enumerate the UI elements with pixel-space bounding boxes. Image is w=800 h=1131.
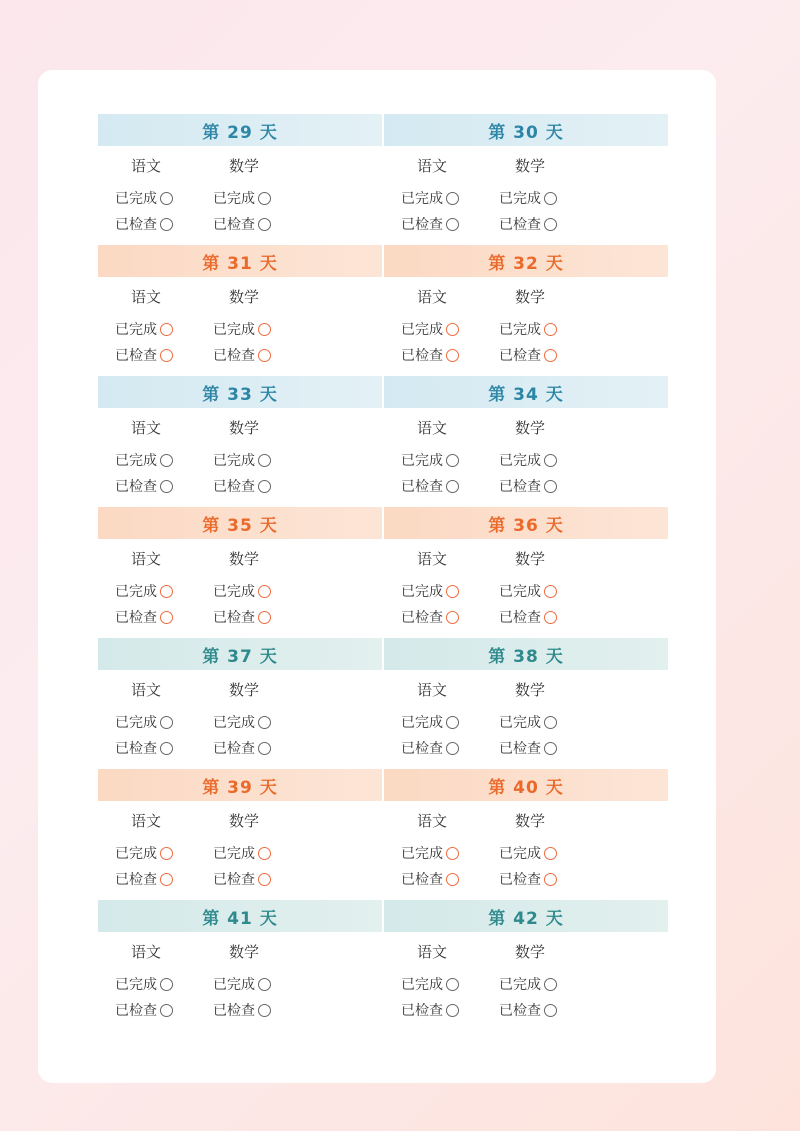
chinese-done-item bbox=[115, 188, 173, 208]
done-row bbox=[384, 450, 668, 470]
day-card bbox=[384, 376, 668, 507]
chinese-done-checkbox[interactable] bbox=[446, 716, 459, 729]
subject-row bbox=[98, 941, 382, 961]
math-done-checkbox[interactable] bbox=[258, 585, 271, 598]
math-checked-item bbox=[499, 476, 557, 496]
done-label: 已完成 bbox=[499, 977, 541, 993]
subject-row bbox=[384, 941, 668, 961]
math-checked-item bbox=[213, 607, 271, 627]
done-row bbox=[384, 581, 668, 601]
day-title: 第 31 天 bbox=[98, 245, 382, 277]
done-row bbox=[98, 712, 382, 732]
checked-label: 已检查 bbox=[213, 610, 255, 626]
subject-math-label: 数学 bbox=[515, 681, 546, 699]
done-label: 已完成 bbox=[213, 715, 255, 731]
checked-row bbox=[384, 607, 668, 627]
day-title: 第 42 天 bbox=[384, 900, 668, 932]
checked-label: 已检查 bbox=[115, 1003, 157, 1019]
done-label: 已完成 bbox=[499, 715, 541, 731]
checked-label: 已检查 bbox=[499, 741, 541, 757]
day-card bbox=[98, 769, 382, 900]
day-card bbox=[98, 507, 382, 638]
chinese-done-checkbox[interactable] bbox=[446, 323, 459, 336]
checked-label: 已检查 bbox=[401, 1003, 443, 1019]
done-row bbox=[384, 188, 668, 208]
done-label: 已完成 bbox=[401, 453, 443, 469]
math-checked-checkbox[interactable] bbox=[258, 611, 271, 624]
math-done-item bbox=[213, 319, 271, 339]
chinese-checked-checkbox[interactable] bbox=[446, 218, 459, 231]
math-done-checkbox[interactable] bbox=[258, 978, 271, 991]
chinese-checked-checkbox[interactable] bbox=[160, 611, 173, 624]
checked-label: 已检查 bbox=[115, 610, 157, 626]
subject-row bbox=[98, 810, 382, 830]
done-label: 已完成 bbox=[213, 191, 255, 207]
math-checked-checkbox[interactable] bbox=[258, 873, 271, 886]
checked-row bbox=[384, 345, 668, 365]
done-label: 已完成 bbox=[115, 453, 157, 469]
math-checked-checkbox[interactable] bbox=[544, 1004, 557, 1017]
math-checked-item bbox=[213, 214, 271, 234]
checked-label: 已检查 bbox=[115, 348, 157, 364]
done-label: 已完成 bbox=[401, 977, 443, 993]
math-checked-checkbox[interactable] bbox=[258, 480, 271, 493]
math-done-checkbox[interactable] bbox=[258, 454, 271, 467]
checked-label: 已检查 bbox=[115, 479, 157, 495]
done-label: 已完成 bbox=[115, 322, 157, 338]
chinese-done-item bbox=[401, 450, 459, 470]
subject-chinese-label: 语文 bbox=[131, 288, 162, 306]
subject-row bbox=[98, 548, 382, 568]
chinese-done-checkbox[interactable] bbox=[160, 192, 173, 205]
math-checked-checkbox[interactable] bbox=[544, 611, 557, 624]
subject-math-label: 数学 bbox=[515, 812, 546, 830]
subject-chinese-label: 语文 bbox=[131, 681, 162, 699]
checked-label: 已检查 bbox=[499, 610, 541, 626]
done-label: 已完成 bbox=[213, 453, 255, 469]
done-label: 已完成 bbox=[115, 846, 157, 862]
done-row bbox=[98, 974, 382, 994]
chinese-done-item bbox=[115, 712, 173, 732]
subject-row bbox=[384, 286, 668, 306]
subject-row bbox=[98, 286, 382, 306]
math-done-item bbox=[499, 450, 557, 470]
chinese-done-item bbox=[401, 974, 459, 994]
subject-row bbox=[98, 155, 382, 175]
day-card bbox=[98, 376, 382, 507]
chinese-checked-checkbox[interactable] bbox=[160, 1004, 173, 1017]
subject-math-label: 数学 bbox=[229, 550, 260, 568]
day-title: 第 34 天 bbox=[384, 376, 668, 408]
chinese-done-checkbox[interactable] bbox=[446, 847, 459, 860]
subject-row bbox=[384, 810, 668, 830]
subject-chinese-label: 语文 bbox=[417, 419, 448, 437]
done-label: 已完成 bbox=[499, 846, 541, 862]
math-checked-item bbox=[499, 607, 557, 627]
day-card bbox=[384, 900, 668, 1031]
done-label: 已完成 bbox=[401, 846, 443, 862]
subject-chinese-label: 语文 bbox=[417, 943, 448, 961]
math-done-item bbox=[213, 581, 271, 601]
done-label: 已完成 bbox=[499, 191, 541, 207]
math-done-checkbox[interactable] bbox=[258, 192, 271, 205]
chinese-done-item bbox=[115, 450, 173, 470]
day-grid bbox=[98, 114, 668, 1031]
done-label: 已完成 bbox=[213, 584, 255, 600]
day-title: 第 32 天 bbox=[384, 245, 668, 277]
done-label: 已完成 bbox=[401, 584, 443, 600]
chinese-done-checkbox[interactable] bbox=[160, 978, 173, 991]
done-label: 已完成 bbox=[115, 584, 157, 600]
subject-row bbox=[98, 417, 382, 437]
chinese-done-checkbox[interactable] bbox=[446, 585, 459, 598]
done-row bbox=[384, 319, 668, 339]
subject-math-label: 数学 bbox=[229, 812, 260, 830]
math-done-item bbox=[213, 712, 271, 732]
math-done-item bbox=[499, 843, 557, 863]
math-done-checkbox[interactable] bbox=[544, 716, 557, 729]
day-card bbox=[98, 900, 382, 1031]
checked-label: 已检查 bbox=[213, 479, 255, 495]
math-done-item bbox=[213, 188, 271, 208]
chinese-checked-checkbox[interactable] bbox=[446, 1004, 459, 1017]
done-row bbox=[384, 843, 668, 863]
math-checked-item bbox=[213, 1000, 271, 1020]
done-label: 已完成 bbox=[213, 322, 255, 338]
chinese-done-item bbox=[401, 319, 459, 339]
checked-label: 已检查 bbox=[499, 479, 541, 495]
subject-row bbox=[98, 679, 382, 699]
math-done-item bbox=[499, 974, 557, 994]
checked-row bbox=[384, 476, 668, 496]
math-checked-checkbox[interactable] bbox=[544, 218, 557, 231]
day-title: 第 36 天 bbox=[384, 507, 668, 539]
chinese-done-checkbox[interactable] bbox=[446, 454, 459, 467]
chinese-checked-item bbox=[115, 345, 173, 365]
subject-row bbox=[384, 548, 668, 568]
chinese-done-checkbox[interactable] bbox=[446, 978, 459, 991]
checked-label: 已检查 bbox=[499, 217, 541, 233]
math-done-item bbox=[499, 319, 557, 339]
checked-row bbox=[384, 1000, 668, 1020]
day-title: 第 41 天 bbox=[98, 900, 382, 932]
chinese-checked-item bbox=[401, 869, 459, 889]
chinese-checked-checkbox[interactable] bbox=[446, 873, 459, 886]
chinese-done-item bbox=[401, 581, 459, 601]
math-checked-checkbox[interactable] bbox=[258, 218, 271, 231]
day-title: 第 38 天 bbox=[384, 638, 668, 670]
chinese-checked-item bbox=[401, 214, 459, 234]
checked-row bbox=[98, 1000, 382, 1020]
checked-row bbox=[384, 869, 668, 889]
day-card bbox=[384, 769, 668, 900]
subject-chinese-label: 语文 bbox=[131, 943, 162, 961]
checked-label: 已检查 bbox=[401, 348, 443, 364]
day-title: 第 39 天 bbox=[98, 769, 382, 801]
subject-math-label: 数学 bbox=[515, 288, 546, 306]
chinese-checked-checkbox[interactable] bbox=[160, 873, 173, 886]
done-label: 已完成 bbox=[213, 846, 255, 862]
math-done-checkbox[interactable] bbox=[544, 847, 557, 860]
chinese-checked-item bbox=[401, 476, 459, 496]
checked-label: 已检查 bbox=[213, 217, 255, 233]
done-label: 已完成 bbox=[401, 191, 443, 207]
math-checked-item bbox=[499, 1000, 557, 1020]
math-done-checkbox[interactable] bbox=[544, 585, 557, 598]
done-row bbox=[98, 843, 382, 863]
math-checked-checkbox[interactable] bbox=[258, 1004, 271, 1017]
done-label: 已完成 bbox=[499, 453, 541, 469]
subject-math-label: 数学 bbox=[229, 943, 260, 961]
done-row bbox=[98, 188, 382, 208]
done-label: 已完成 bbox=[401, 715, 443, 731]
day-card bbox=[98, 638, 382, 769]
done-row bbox=[98, 319, 382, 339]
day-title: 第 40 天 bbox=[384, 769, 668, 801]
subject-row bbox=[384, 679, 668, 699]
day-card bbox=[98, 114, 382, 245]
subject-row bbox=[384, 417, 668, 437]
chinese-checked-checkbox[interactable] bbox=[160, 349, 173, 362]
done-label: 已完成 bbox=[499, 322, 541, 338]
done-label: 已完成 bbox=[401, 322, 443, 338]
subject-math-label: 数学 bbox=[515, 943, 546, 961]
chinese-checked-checkbox[interactable] bbox=[446, 480, 459, 493]
math-checked-checkbox[interactable] bbox=[258, 349, 271, 362]
math-done-item bbox=[213, 974, 271, 994]
subject-row bbox=[384, 155, 668, 175]
chinese-checked-item bbox=[401, 1000, 459, 1020]
subject-chinese-label: 语文 bbox=[417, 288, 448, 306]
chinese-checked-item bbox=[401, 738, 459, 758]
chinese-checked-checkbox[interactable] bbox=[446, 611, 459, 624]
done-label: 已完成 bbox=[115, 715, 157, 731]
chinese-checked-checkbox[interactable] bbox=[160, 742, 173, 755]
subject-chinese-label: 语文 bbox=[417, 812, 448, 830]
day-title: 第 29 天 bbox=[98, 114, 382, 146]
chinese-done-item bbox=[115, 319, 173, 339]
math-done-item bbox=[499, 581, 557, 601]
math-done-checkbox[interactable] bbox=[258, 847, 271, 860]
chinese-done-checkbox[interactable] bbox=[160, 716, 173, 729]
checked-label: 已检查 bbox=[401, 479, 443, 495]
math-checked-checkbox[interactable] bbox=[258, 742, 271, 755]
math-checked-checkbox[interactable] bbox=[544, 480, 557, 493]
math-done-checkbox[interactable] bbox=[258, 323, 271, 336]
checked-row bbox=[98, 345, 382, 365]
day-card bbox=[98, 245, 382, 376]
chinese-checked-item bbox=[401, 345, 459, 365]
checked-label: 已检查 bbox=[115, 741, 157, 757]
checked-label: 已检查 bbox=[213, 741, 255, 757]
chinese-done-item bbox=[401, 712, 459, 732]
chinese-done-checkbox[interactable] bbox=[160, 454, 173, 467]
day-card bbox=[384, 114, 668, 245]
day-title: 第 35 天 bbox=[98, 507, 382, 539]
math-checked-item bbox=[499, 869, 557, 889]
subject-math-label: 数学 bbox=[229, 681, 260, 699]
math-done-item bbox=[213, 843, 271, 863]
subject-chinese-label: 语文 bbox=[417, 681, 448, 699]
done-label: 已完成 bbox=[499, 584, 541, 600]
checked-label: 已检查 bbox=[213, 348, 255, 364]
day-card bbox=[384, 507, 668, 638]
chinese-done-item bbox=[115, 843, 173, 863]
chinese-done-checkbox[interactable] bbox=[160, 847, 173, 860]
chinese-checked-item bbox=[115, 607, 173, 627]
subject-math-label: 数学 bbox=[229, 419, 260, 437]
checked-label: 已检查 bbox=[115, 872, 157, 888]
day-title: 第 37 天 bbox=[98, 638, 382, 670]
chinese-checked-item bbox=[115, 1000, 173, 1020]
math-checked-checkbox[interactable] bbox=[544, 873, 557, 886]
subject-chinese-label: 语文 bbox=[417, 157, 448, 175]
checked-label: 已检查 bbox=[401, 872, 443, 888]
math-checked-item bbox=[213, 345, 271, 365]
math-done-checkbox[interactable] bbox=[544, 323, 557, 336]
subject-chinese-label: 语文 bbox=[131, 812, 162, 830]
day-card bbox=[384, 245, 668, 376]
checked-label: 已检查 bbox=[401, 610, 443, 626]
chinese-done-checkbox[interactable] bbox=[160, 323, 173, 336]
chinese-done-checkbox[interactable] bbox=[446, 192, 459, 205]
math-done-item bbox=[213, 450, 271, 470]
done-row bbox=[98, 581, 382, 601]
checked-label: 已检查 bbox=[499, 348, 541, 364]
math-checked-item bbox=[499, 345, 557, 365]
checked-label: 已检查 bbox=[401, 217, 443, 233]
subject-math-label: 数学 bbox=[229, 157, 260, 175]
checked-label: 已检查 bbox=[213, 872, 255, 888]
chinese-done-checkbox[interactable] bbox=[160, 585, 173, 598]
checked-label: 已检查 bbox=[115, 217, 157, 233]
chinese-checked-item bbox=[115, 869, 173, 889]
day-title: 第 33 天 bbox=[98, 376, 382, 408]
subject-math-label: 数学 bbox=[515, 550, 546, 568]
chinese-done-item bbox=[401, 843, 459, 863]
subject-chinese-label: 语文 bbox=[417, 550, 448, 568]
done-row bbox=[98, 450, 382, 470]
done-label: 已完成 bbox=[213, 977, 255, 993]
math-done-item bbox=[499, 188, 557, 208]
day-card bbox=[384, 638, 668, 769]
checked-row bbox=[98, 476, 382, 496]
checked-row bbox=[384, 738, 668, 758]
done-label: 已完成 bbox=[115, 977, 157, 993]
checked-label: 已检查 bbox=[499, 872, 541, 888]
math-checked-checkbox[interactable] bbox=[544, 742, 557, 755]
math-done-checkbox[interactable] bbox=[544, 454, 557, 467]
subject-chinese-label: 语文 bbox=[131, 550, 162, 568]
done-label: 已完成 bbox=[115, 191, 157, 207]
subject-chinese-label: 语文 bbox=[131, 157, 162, 175]
checked-label: 已检查 bbox=[401, 741, 443, 757]
chinese-done-item bbox=[401, 188, 459, 208]
checked-label: 已检查 bbox=[499, 1003, 541, 1019]
checked-row bbox=[98, 869, 382, 889]
chinese-checked-item bbox=[115, 738, 173, 758]
subject-math-label: 数学 bbox=[229, 288, 260, 306]
subject-math-label: 数学 bbox=[515, 157, 546, 175]
math-checked-checkbox[interactable] bbox=[544, 349, 557, 362]
math-checked-item bbox=[213, 476, 271, 496]
math-checked-item bbox=[499, 214, 557, 234]
checked-row bbox=[98, 214, 382, 234]
chinese-checked-item bbox=[115, 476, 173, 496]
checked-row bbox=[384, 214, 668, 234]
chinese-done-item bbox=[115, 974, 173, 994]
chinese-checked-item bbox=[115, 214, 173, 234]
checked-row bbox=[98, 738, 382, 758]
chinese-checked-checkbox[interactable] bbox=[160, 218, 173, 231]
chinese-done-item bbox=[115, 581, 173, 601]
checked-row bbox=[98, 607, 382, 627]
math-done-checkbox[interactable] bbox=[258, 716, 271, 729]
math-done-checkbox[interactable] bbox=[544, 978, 557, 991]
math-checked-item bbox=[213, 869, 271, 889]
math-done-item bbox=[499, 712, 557, 732]
math-checked-item bbox=[213, 738, 271, 758]
chinese-checked-checkbox[interactable] bbox=[446, 349, 459, 362]
done-row bbox=[384, 974, 668, 994]
subject-math-label: 数学 bbox=[515, 419, 546, 437]
done-row bbox=[384, 712, 668, 732]
chinese-checked-checkbox[interactable] bbox=[446, 742, 459, 755]
subject-chinese-label: 语文 bbox=[131, 419, 162, 437]
math-done-checkbox[interactable] bbox=[544, 192, 557, 205]
math-checked-item bbox=[499, 738, 557, 758]
day-title: 第 30 天 bbox=[384, 114, 668, 146]
chinese-checked-checkbox[interactable] bbox=[160, 480, 173, 493]
chinese-checked-item bbox=[401, 607, 459, 627]
checked-label: 已检查 bbox=[213, 1003, 255, 1019]
